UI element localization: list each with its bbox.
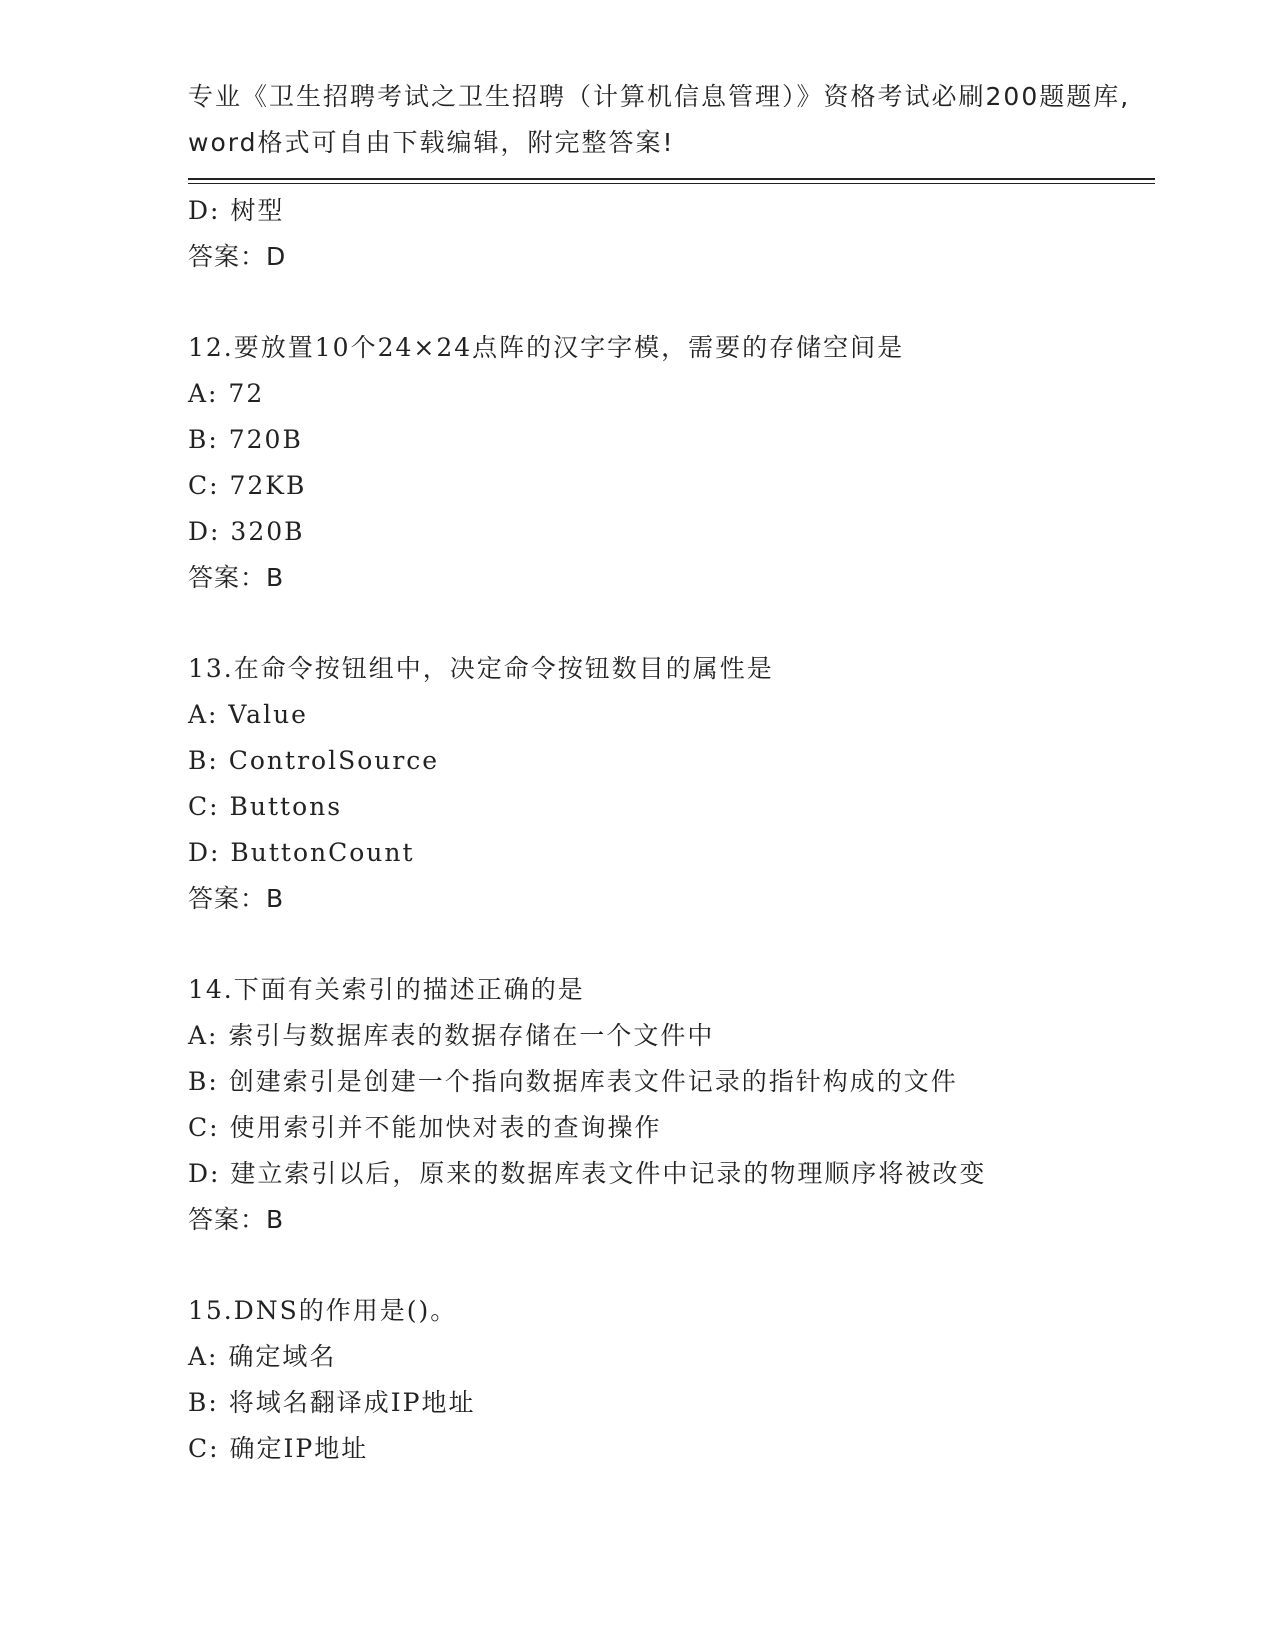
option-c: C: 确定IP地址 xyxy=(188,1434,369,1463)
option-a: A: 索引与数据库表的数据存储在一个文件中 xyxy=(188,1021,715,1050)
question-block xyxy=(188,325,1148,601)
question-block xyxy=(188,967,1148,1243)
option-d: D: ButtonCount xyxy=(188,838,415,867)
option-a: A: Value xyxy=(188,700,308,729)
question-block xyxy=(188,646,1148,922)
option-a: A: 72 xyxy=(188,379,265,408)
option-d: D: 320B xyxy=(188,517,305,546)
document-header xyxy=(188,74,1131,166)
option-b: B: 720B xyxy=(188,425,303,454)
answer: 答案：B xyxy=(188,884,285,913)
option-c: C: Buttons xyxy=(188,792,343,821)
option-d: D: 树型 xyxy=(188,196,285,225)
question-text: 12.要放置10个24×24点阵的汉字字模，需要的存储空间是 xyxy=(188,333,905,362)
option-b: B: 将域名翻译成IP地址 xyxy=(188,1388,476,1417)
option-b: B: 创建索引是创建一个指向数据库表文件记录的指针构成的文件 xyxy=(188,1067,958,1096)
header-line-1: 专业《卫生招聘考试之卫生招聘（计算机信息管理）》资格考试必刷200题题库, xyxy=(188,82,1131,111)
answer: 答案：B xyxy=(188,1205,285,1234)
header-line-2: word格式可自由下载编辑，附完整答案! xyxy=(188,128,675,157)
header-rule-thin xyxy=(188,183,1155,184)
question-block xyxy=(188,1288,1148,1472)
option-c: C: 使用索引并不能加快对表的查询操作 xyxy=(188,1113,662,1142)
question-text: 13.在命令按钮组中，决定命令按钮数目的属性是 xyxy=(188,654,774,683)
option-a: A: 确定域名 xyxy=(188,1342,337,1371)
option-b: B: ControlSource xyxy=(188,746,440,775)
header-rule-thick xyxy=(188,178,1155,180)
answer: 答案：D xyxy=(188,242,287,271)
option-d: D: 建立索引以后，原来的数据库表文件中记录的物理顺序将被改变 xyxy=(188,1159,987,1188)
question-text: 14.下面有关索引的描述正确的是 xyxy=(188,975,585,1004)
option-c: C: 72KB xyxy=(188,471,307,500)
answer: 答案：B xyxy=(188,563,285,592)
document-body xyxy=(188,188,1148,1472)
question-text: 15.DNS的作用是()。 xyxy=(188,1296,458,1325)
